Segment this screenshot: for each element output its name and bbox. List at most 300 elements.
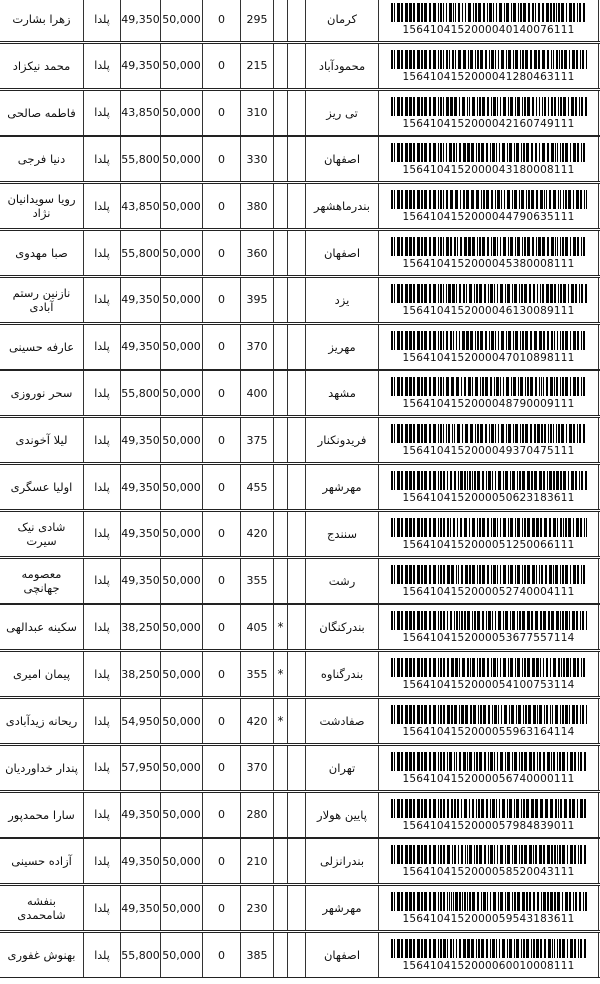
barcode-bar — [477, 471, 480, 490]
barcode-bar — [397, 50, 400, 69]
barcode-bar — [578, 752, 579, 771]
barcode-bar — [560, 284, 562, 303]
barcode-bar — [465, 705, 468, 724]
barcode-bar — [401, 331, 403, 350]
weight-value: 370 — [240, 746, 273, 790]
barcode-bar — [438, 377, 439, 396]
barcode-bar — [473, 3, 474, 22]
barcode-bar — [495, 50, 496, 69]
barcode-bar — [554, 284, 556, 303]
barcode-bar — [546, 3, 549, 22]
barcode-bar — [429, 377, 431, 396]
barcode-bar — [443, 611, 445, 630]
barcode-bar — [560, 237, 561, 256]
destination-city: فریدونکنار — [305, 418, 378, 462]
barcode-bar — [511, 705, 514, 724]
barcode-bar — [449, 143, 452, 162]
barcode-bar — [450, 518, 451, 537]
barcode-bar — [476, 752, 478, 771]
service-type: پلدا — [83, 793, 120, 837]
barcode-bar — [484, 845, 486, 864]
barcode-bar — [581, 143, 582, 162]
barcode-bar — [542, 237, 545, 256]
barcode-bar — [421, 3, 423, 22]
barcode-bar — [567, 752, 568, 771]
barcode-bar — [401, 892, 403, 911]
recipient-name: لیلا آخوندی — [15, 433, 68, 448]
barcode-bar — [440, 752, 442, 771]
barcode-bar — [513, 377, 516, 396]
barcode-bar — [463, 284, 465, 303]
barcode-cell — [378, 559, 598, 603]
barcode-bar — [491, 518, 492, 537]
barcode-cell — [378, 699, 598, 743]
destination-city: مشهد — [305, 371, 378, 415]
special-mark: * — [273, 652, 287, 696]
barcode-bar — [521, 845, 523, 864]
barcode-bar — [468, 377, 471, 396]
recipient-name: شادی نیک سیرت — [17, 519, 66, 548]
empty-cell — [287, 652, 305, 696]
barcode-bar — [531, 611, 533, 630]
barcode-bar — [528, 3, 530, 22]
barcode-bar — [438, 752, 439, 771]
recipient-name: معصومه جهانچی — [21, 566, 62, 595]
barcode-bar — [433, 565, 436, 584]
barcode-bar — [550, 284, 553, 303]
barcode-bar — [443, 752, 445, 771]
barcode-bar — [417, 97, 420, 116]
recipient-name: صبا مهدوی — [15, 246, 68, 260]
barcode-bar — [477, 892, 479, 911]
barcode-bar — [485, 331, 487, 350]
destination-city: بندرگناوه — [305, 652, 378, 696]
barcode-bar — [522, 892, 525, 911]
barcode-bar — [543, 331, 545, 350]
barcode-bar — [405, 143, 408, 162]
barcode-bar — [486, 611, 487, 630]
barcode-bar — [459, 331, 460, 350]
barcode-bar — [391, 284, 393, 303]
barcode-bar — [474, 471, 476, 490]
barcode-bar — [481, 799, 484, 818]
barcode-bar — [577, 143, 579, 162]
barcode-bar — [548, 424, 549, 443]
barcode-bar — [557, 518, 558, 537]
barcode-bar — [523, 799, 525, 818]
barcode-bar — [541, 892, 542, 911]
barcode-bar — [533, 752, 535, 771]
barcode-bar — [549, 471, 552, 490]
barcode-bar — [577, 799, 578, 818]
empty-cell — [287, 886, 305, 930]
barcode-bar — [401, 237, 403, 256]
barcode-bar — [506, 3, 509, 22]
barcode-bar — [472, 892, 475, 911]
barcode-bar — [463, 143, 466, 162]
barcode-bar — [446, 237, 449, 256]
cod-amount: 0 — [202, 605, 240, 649]
barcode-bar — [577, 3, 578, 22]
barcode-bar — [578, 845, 579, 864]
barcode-bar — [450, 237, 452, 256]
table-row — [0, 43, 600, 89]
barcode-bar — [539, 471, 542, 490]
barcode-bar — [421, 284, 423, 303]
barcode-bar — [522, 424, 524, 443]
barcode-cell — [378, 652, 598, 696]
barcode-bar — [580, 50, 581, 69]
barcode-bar — [561, 3, 564, 22]
barcode-bar — [557, 331, 558, 350]
service-type: پلدا — [83, 465, 120, 509]
barcode-bar — [514, 892, 516, 911]
empty-cell — [287, 465, 305, 509]
barcode-bar — [451, 705, 453, 724]
barcode-bar — [504, 190, 505, 209]
barcode-bar — [397, 565, 400, 584]
barcode-number: 1564104152000053677557114 — [402, 632, 575, 645]
weight-value: 375 — [240, 418, 273, 462]
barcode-bar — [537, 892, 539, 911]
barcode-bar — [509, 143, 512, 162]
barcode-bar — [424, 658, 427, 677]
barcode-bar — [487, 237, 489, 256]
barcode-bar — [503, 377, 504, 396]
barcode-bar — [562, 705, 564, 724]
special-mark — [273, 371, 287, 415]
destination-city: محمودآباد — [305, 44, 378, 88]
barcode-bar — [401, 939, 403, 958]
barcode-cell — [378, 512, 598, 556]
barcode-bar — [507, 190, 510, 209]
barcode-bar — [544, 190, 545, 209]
barcode-bar — [492, 611, 493, 630]
barcode-bar — [501, 331, 504, 350]
barcode-bar — [525, 50, 528, 69]
service-type: پلدا — [83, 652, 120, 696]
barcode-bar — [498, 50, 499, 69]
barcode-bar — [487, 3, 488, 22]
barcode-bar — [413, 331, 415, 350]
special-mark — [273, 746, 287, 790]
recipient-name: فاطمه صالحی — [7, 105, 76, 120]
barcode-bar — [480, 331, 483, 350]
barcode-bar — [539, 752, 541, 771]
barcode-bar — [573, 190, 574, 209]
table-row — [0, 0, 600, 42]
barcode-bar — [566, 658, 569, 677]
barcode-bar — [438, 424, 439, 443]
barcode-bar — [394, 939, 395, 958]
barcode-bar — [448, 424, 450, 443]
barcode-bar — [579, 424, 581, 443]
barcode-bar — [413, 190, 415, 209]
barcode-bar — [552, 939, 553, 958]
barcode-bar — [512, 845, 513, 864]
barcode-bar — [577, 565, 579, 584]
barcode-bar — [470, 658, 471, 677]
barcode-bar — [562, 237, 564, 256]
barcode-bar — [541, 424, 543, 443]
barcode-bar — [573, 143, 576, 162]
barcode-bar — [421, 97, 423, 116]
barcode-bar — [486, 799, 488, 818]
barcode-bar — [467, 143, 470, 162]
barcode-bar — [528, 705, 531, 724]
barcode-bar — [461, 377, 462, 396]
barcode-bar — [465, 3, 466, 22]
barcode-bar — [503, 565, 506, 584]
barcode-bar — [507, 752, 510, 771]
barcode-bar — [391, 845, 393, 864]
barcode-bar — [517, 237, 520, 256]
barcode-bar — [429, 939, 431, 958]
barcode-bar — [565, 143, 568, 162]
barcode-bar — [394, 97, 395, 116]
barcode-bar — [500, 892, 503, 911]
barcode-bar — [490, 939, 491, 958]
barcode-image — [391, 658, 587, 677]
barcode-image — [391, 845, 587, 864]
service-type: پلدا — [83, 512, 120, 556]
barcode-bar — [447, 471, 448, 490]
barcode-bar — [492, 143, 495, 162]
barcode-bar — [529, 892, 531, 911]
barcode-bar — [447, 799, 449, 818]
barcode-bar — [541, 377, 542, 396]
barcode-bar — [501, 190, 502, 209]
barcode-bar — [486, 190, 489, 209]
barcode-bar — [397, 97, 400, 116]
barcode-bar — [520, 377, 523, 396]
barcode-bar — [483, 3, 485, 22]
barcode-bar — [556, 471, 559, 490]
barcode-bar — [524, 97, 526, 116]
barcode-bar — [476, 284, 478, 303]
barcode-bar — [580, 939, 582, 958]
barcode-bar — [531, 799, 534, 818]
barcode-bar — [470, 50, 473, 69]
barcode-bar — [493, 97, 496, 116]
barcode-bar — [509, 705, 510, 724]
barcode-bar — [452, 284, 455, 303]
barcode-bar — [477, 611, 480, 630]
barcode-bar — [491, 190, 493, 209]
barcode-bar — [391, 237, 393, 256]
barcode-bar — [560, 190, 561, 209]
barcode-bar — [546, 705, 548, 724]
barcode-bar — [516, 799, 519, 818]
empty-cell — [287, 839, 305, 883]
barcode-bar — [409, 565, 412, 584]
barcode-bar — [543, 377, 544, 396]
barcode-bar — [424, 752, 427, 771]
barcode-bar — [552, 705, 553, 724]
barcode-bar — [417, 50, 420, 69]
barcode-bar — [394, 518, 395, 537]
destination-city: بندرکنگان — [305, 605, 378, 649]
barcode-bar — [513, 331, 514, 350]
barcode-bar — [394, 471, 395, 490]
weight-value: 420 — [240, 512, 273, 556]
barcode-bar — [493, 892, 496, 911]
barcode-bar — [479, 752, 482, 771]
barcode-bar — [579, 3, 581, 22]
cod-amount: 0 — [202, 465, 240, 509]
barcode-bar — [543, 845, 545, 864]
barcode-bar — [503, 471, 504, 490]
barcode-bar — [503, 237, 506, 256]
barcode-bar — [562, 845, 565, 864]
barcode-bar — [509, 799, 512, 818]
barcode-bar — [565, 237, 568, 256]
barcode-bar — [490, 284, 493, 303]
barcode-bar — [536, 565, 537, 584]
table-row — [0, 511, 600, 557]
barcode-bar — [554, 939, 555, 958]
barcode-bar — [452, 50, 454, 69]
barcode-number: 1564104152000047010898111 — [402, 351, 575, 364]
barcode-bar — [443, 845, 445, 864]
barcode-bar — [540, 284, 541, 303]
barcode-bar — [401, 565, 403, 584]
cod-amount: 0 — [202, 278, 240, 322]
barcode-bar — [536, 97, 537, 116]
barcode-bar — [585, 284, 587, 303]
barcode-bar — [574, 752, 576, 771]
price-value: 49,350 — [120, 278, 160, 322]
barcode-bar — [433, 97, 436, 116]
barcode-bar — [500, 97, 501, 116]
barcode-bar — [480, 377, 481, 396]
declared-value: 50,000 — [160, 886, 202, 930]
barcode-bar — [438, 237, 439, 256]
service-type: پلدا — [83, 0, 120, 41]
recipient-name: پندار خداوردیان — [5, 760, 78, 775]
barcode-bar — [576, 50, 578, 69]
weight-value: 420 — [240, 699, 273, 743]
barcode-bar — [564, 799, 567, 818]
barcode-bar — [512, 471, 515, 490]
barcode-bar — [576, 705, 578, 724]
table-row — [0, 932, 600, 978]
barcode-bar — [421, 143, 423, 162]
barcode-bar — [429, 611, 431, 630]
barcode-bar — [413, 518, 415, 537]
barcode-bar — [421, 471, 423, 490]
cod-amount: 0 — [202, 559, 240, 603]
barcode-bar — [421, 331, 423, 350]
barcode-bar — [542, 50, 545, 69]
barcode-bar — [401, 799, 403, 818]
barcode-bar — [527, 658, 530, 677]
barcode-bar — [583, 565, 585, 584]
destination-city: پایین هولار — [305, 793, 378, 837]
declared-value: 50,000 — [160, 325, 202, 369]
barcode-bar — [499, 799, 500, 818]
barcode-bar — [540, 190, 543, 209]
barcode-bar — [438, 845, 439, 864]
cod-amount: 0 — [202, 652, 240, 696]
barcode-bar — [575, 471, 577, 490]
barcode-bar — [569, 799, 571, 818]
barcode-bar — [394, 331, 395, 350]
barcode-bar — [557, 845, 558, 864]
barcode-bar — [413, 284, 415, 303]
barcode-bar — [562, 892, 563, 911]
barcode-bar — [482, 611, 484, 630]
barcode-bar — [553, 658, 556, 677]
barcode-bar — [581, 471, 583, 490]
barcode-bar — [539, 331, 542, 350]
barcode-bar — [561, 658, 562, 677]
barcode-bar — [433, 845, 436, 864]
barcode-bar — [494, 705, 497, 724]
barcode-bar — [405, 799, 408, 818]
barcode-bar — [391, 50, 393, 69]
barcode-bar — [574, 845, 576, 864]
barcode-bar — [497, 752, 498, 771]
barcode-bar — [417, 471, 420, 490]
barcode-bar — [483, 892, 486, 911]
barcode-bar — [455, 892, 458, 911]
barcode-bar — [453, 892, 454, 911]
barcode-bar — [467, 471, 468, 490]
barcode-bar — [514, 845, 517, 864]
barcode-bar — [565, 565, 568, 584]
barcode-bar — [409, 50, 412, 69]
barcode-bar — [409, 658, 412, 677]
barcode-bar — [417, 565, 420, 584]
barcode-bar — [542, 284, 544, 303]
barcode-bar — [581, 284, 583, 303]
barcode-bar — [440, 892, 442, 911]
barcode-bar — [572, 50, 575, 69]
barcode-bar — [409, 752, 412, 771]
barcode-bar — [391, 892, 393, 911]
recipient-name: نازنین رستم آبادی — [12, 285, 71, 314]
barcode-bar — [555, 705, 558, 724]
barcode-bar — [443, 143, 444, 162]
barcode-bar — [532, 518, 535, 537]
barcode-bar — [440, 377, 442, 396]
cod-amount: 0 — [202, 371, 240, 415]
barcode-bar — [567, 939, 568, 958]
weight-value: 355 — [240, 652, 273, 696]
destination-city: اصفهان — [305, 933, 378, 977]
barcode-bar — [524, 237, 526, 256]
special-mark — [273, 465, 287, 509]
barcode-bar — [540, 799, 543, 818]
barcode-bar — [517, 471, 518, 490]
barcode-bar — [443, 190, 444, 209]
barcode-bar — [443, 892, 445, 911]
destination-city: کرمان — [305, 0, 378, 41]
barcode-bar — [565, 892, 568, 911]
barcode-bar — [401, 611, 403, 630]
barcode-bar — [581, 377, 582, 396]
barcode-bar — [397, 284, 400, 303]
barcode-bar — [561, 424, 564, 443]
barcode-bar — [453, 3, 454, 22]
service-type: پلدا — [83, 91, 120, 135]
barcode-bar — [443, 705, 445, 724]
declared-value: 50,000 — [160, 418, 202, 462]
barcode-bar — [454, 799, 456, 818]
barcode-bar — [527, 611, 530, 630]
barcode-image — [391, 331, 587, 350]
